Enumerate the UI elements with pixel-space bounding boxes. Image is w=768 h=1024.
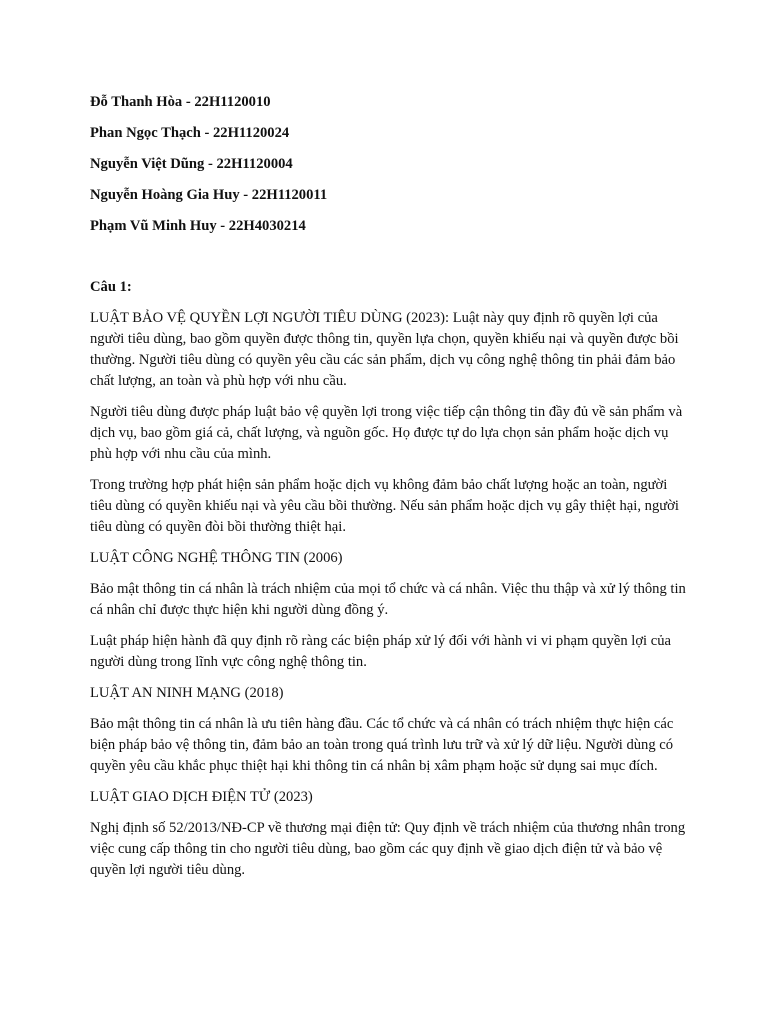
paragraph-consumer-information-rights: Người tiêu dùng được pháp luật bảo vệ quyền lợi trong việc tiếp cận thông tin đầy đủ về sản phẩm và dịch vụ, bao gồm giá cả, chất lượng, và nguồn gốc. Họ được tự do lựa chọn sản phẩm hoặc dịch vụ phù hợp với nhu cầu của mình. <box>90 404 683 462</box>
author-line: Đỗ Thanh Hòa - 22H1120010 <box>90 94 271 110</box>
section-heading-cybersecurity-law: LUẬT AN NINH MẠNG (2018) <box>90 685 284 701</box>
author-line: Phan Ngọc Thạch - 22H1120024 <box>90 125 290 141</box>
paragraph-consumer-compensation: Trong trường hợp phát hiện sản phẩm hoặc dịch vụ không đảm bảo chất lượng hoặc an toàn, người tiêu dùng có quyền khiếu nại và yêu cầu bồi thường. Nếu sản phẩm hoặc dịch vụ gây thiệt hại, người tiêu dùng có quyền đòi bồi thường thiệt hại. <box>90 477 679 535</box>
paragraph-cybersecurity-priority: Bảo mật thông tin cá nhân là ưu tiên hàng đầu. Các tổ chức và cá nhân có trách nhiệm thực hiện các biện pháp bảo vệ thông tin, đảm bảo an toàn trong quá trình lưu trữ và xử lý dữ liệu. Người dùng có quyền yêu cầu khắc phục thiệt hại khi thông tin cá nhân bị xâm phạm hoặc sử dụng sai mục đích. <box>90 716 674 774</box>
paragraph-violation-handling: Luật pháp hiện hành đã quy định rõ ràng các biện pháp xử lý đối với hành vi vi phạm quyền lợi của người dùng trong lĩnh vực công nghệ thông tin. <box>90 633 672 670</box>
document-body <box>90 92 688 891</box>
author-line: Phạm Vũ Minh Huy - 22H4030214 <box>90 218 306 234</box>
paragraph-consumer-protection-law: LUẬT BẢO VỆ QUYỀN LỢI NGƯỜI TIÊU DÙNG (2023): Luật này quy định rõ quyền lợi của người tiêu dùng, bao gồm quyền được thông tin, quyền lựa chọn, quyền khiếu nại và quyền được bồi thường. Người tiêu dùng có quyền yêu cầu các sản phẩm, dịch vụ công nghệ thông tin phải đảm bảo chất lượng, an toàn và phù hợp với nhu cầu. <box>90 310 679 389</box>
author-line: Nguyễn Việt Dũng - 22H1120004 <box>90 156 293 172</box>
paragraph-decree-52: Nghị định số 52/2013/NĐ-CP về thương mại điện tử: Quy định về trách nhiệm của thương nhân trong việc cung cấp thông tin cho người tiêu dùng, bao gồm các quy định về giao dịch điện tử và bảo vệ quyền lợi người tiêu dùng. <box>90 820 686 878</box>
paragraph-personal-info-security: Bảo mật thông tin cá nhân là trách nhiệm của mọi tổ chức và cá nhân. Việc thu thập và xử lý thông tin cá nhân chỉ được thực hiện khi người dùng đồng ý. <box>90 581 686 618</box>
section-heading-it-law: LUẬT CÔNG NGHỆ THÔNG TIN (2006) <box>90 550 343 566</box>
question-label: Câu 1: <box>90 279 132 295</box>
section-heading-e-transactions-law: LUẬT GIAO DỊCH ĐIỆN TỬ (2023) <box>90 789 313 805</box>
author-list <box>90 92 688 237</box>
author-line: Nguyễn Hoàng Gia Huy - 22H1120011 <box>90 187 328 203</box>
